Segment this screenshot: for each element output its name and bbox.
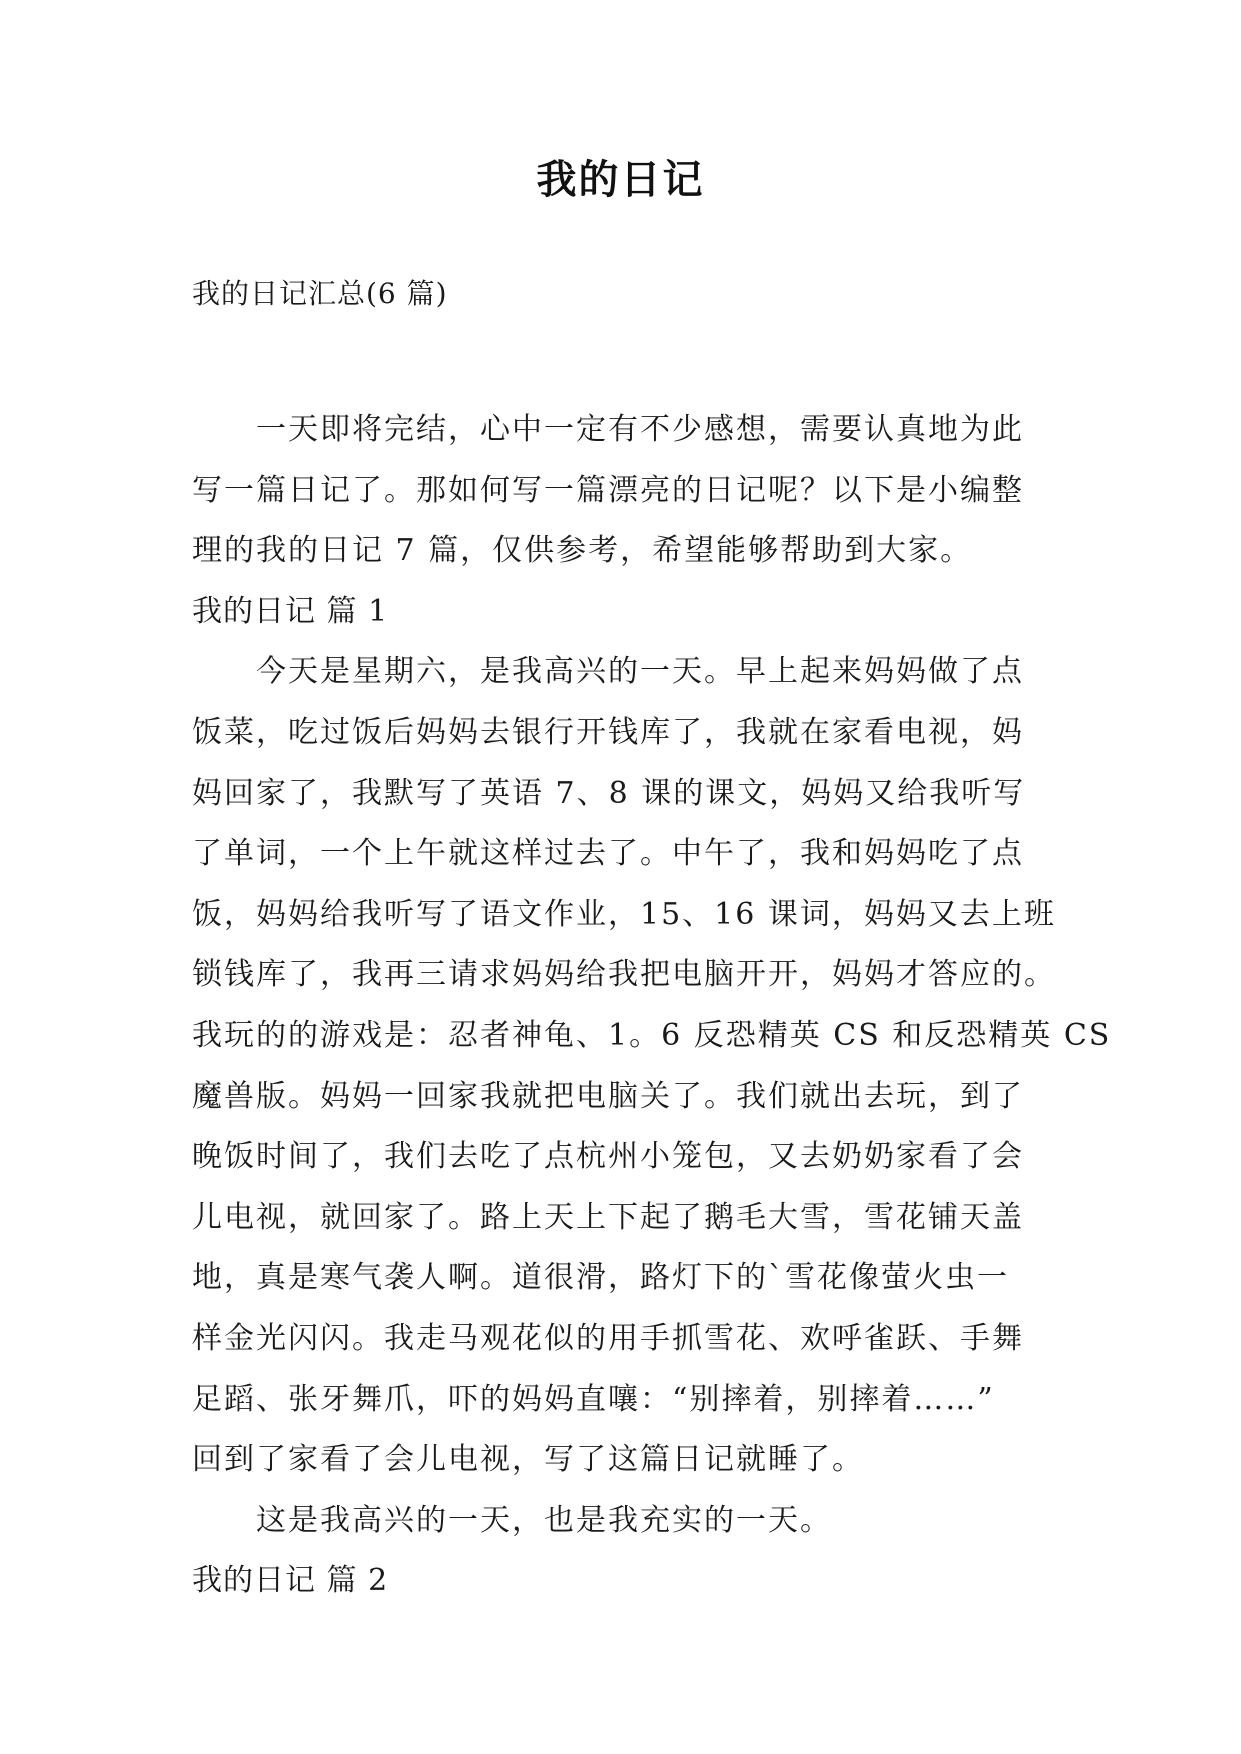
section-heading-2: 我的日记 篇 2 xyxy=(192,1563,389,1599)
entry-paragraph-line: 样金光闪闪。我走马观花似的用手抓雪花、欢呼雀跃、手舞 xyxy=(192,1320,1024,1356)
entry-paragraph-line: 饭菜，吃过饭后妈妈去银行开钱库了，我就在家看电视，妈 xyxy=(192,714,1024,750)
intro-paragraph-line: 写一篇日记了。那如何写一篇漂亮的日记呢？以下是小编整 xyxy=(192,472,1024,508)
document-body xyxy=(192,400,1112,1612)
entry-paragraph-line: 我玩的的游戏是：忍者神龟、1。6 反恐精英 CS 和反恐精英 CS xyxy=(192,1017,1112,1053)
entry-paragraph-line: 地，真是寒气袭人啊。道很滑，路灯下的`雪花像萤火虫一 xyxy=(192,1260,1009,1296)
entry-paragraph-line: 这是我高兴的一天，也是我充实的一天。 xyxy=(256,1502,832,1538)
intro-paragraph-line: 一天即将完结，心中一定有不少感想，需要认真地为此 xyxy=(256,412,1024,447)
intro-paragraph-line: 理的我的日记 7 篇，仅供参考，希望能够帮助到大家。 xyxy=(192,533,973,569)
section-heading-1: 我的日记 篇 1 xyxy=(192,593,389,629)
entry-paragraph-line: 儿电视，就回家了。路上天上下起了鹅毛大雪，雪花铺天盖 xyxy=(192,1199,1024,1235)
document-title: 我的日记 xyxy=(536,157,705,203)
entry-paragraph-line: 回到了家看了会儿电视，写了这篇日记就睡了。 xyxy=(192,1442,864,1478)
entry-paragraph-line: 饭，妈妈给我听写了语文作业，15、16 课词，妈妈又去上班 xyxy=(192,896,1056,932)
entry-paragraph-line: 妈回家了，我默写了英语 7、8 课的课文，妈妈又给我听写 xyxy=(192,775,1026,811)
entry-paragraph-line: 今天是星期六，是我高兴的一天。早上起来妈妈做了点 xyxy=(256,654,1024,690)
entry-paragraph-line: 魔兽版。妈妈一回家我就把电脑关了。我们就出去玩，到了 xyxy=(192,1078,1024,1114)
entry-paragraph-line: 了单词，一个上午就这样过去了。中午了，我和妈妈吃了点 xyxy=(192,836,1024,872)
entry-paragraph-line: 足蹈、张牙舞爪，吓的妈妈直嚷：“别摔着，别摔着……” xyxy=(192,1381,995,1417)
entry-paragraph-line: 晚饭时间了，我们去吃了点杭州小笼包，又去奶奶家看了会 xyxy=(192,1139,1024,1175)
document-subtitle: 我的日记汇总(6 篇) xyxy=(192,277,448,310)
entry-paragraph-line: 锁钱库了，我再三请求妈妈给我把电脑开开，妈妈才答应的。 xyxy=(192,957,1056,993)
